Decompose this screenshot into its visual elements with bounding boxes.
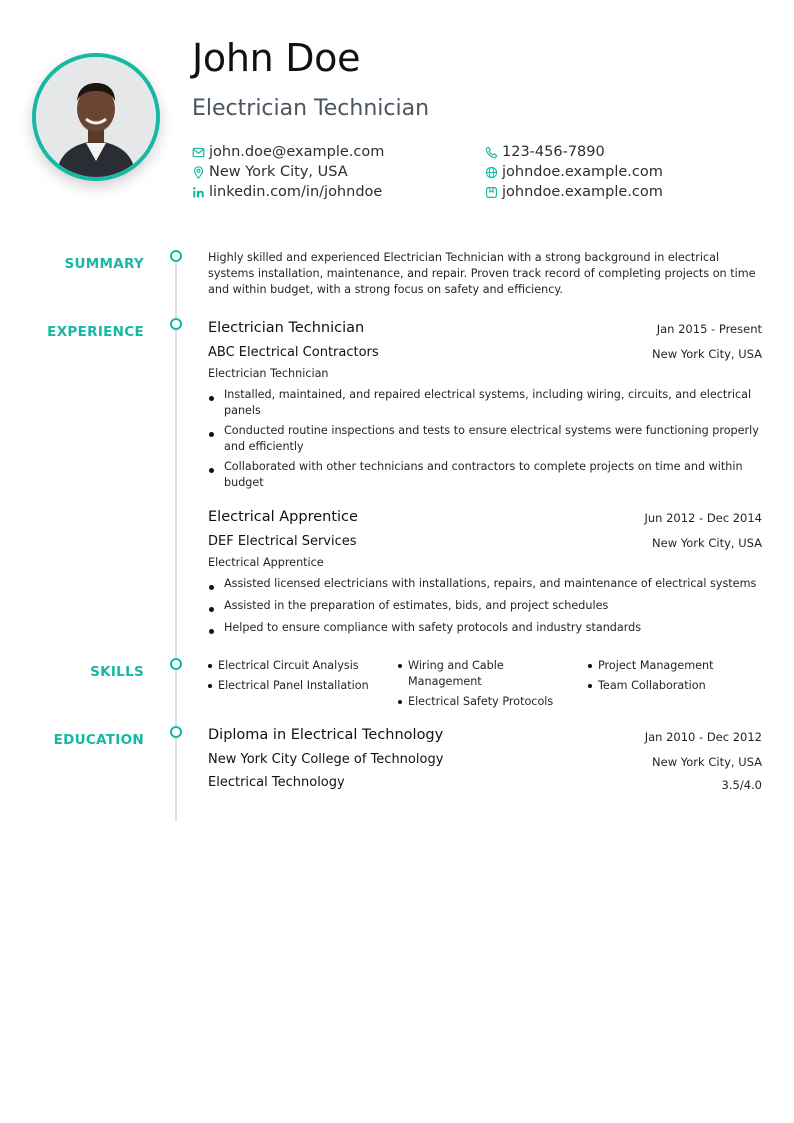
candidate-title: Electrician Technician [192,96,430,121]
timeline-line [175,262,177,822]
skill-item: Electrical Circuit Analysis [208,658,388,674]
mail-icon [192,146,205,159]
profile-photo-image [36,57,156,177]
job-bullets [208,576,764,636]
job-bullet: Assisted in the preparation of estimates, bids, and project schedules [208,598,764,614]
globe-icon [485,166,498,179]
contact-linkedin[interactable] [192,182,382,202]
email-text: john.doe@example.com [209,144,385,160]
timeline-dot-experience [170,318,182,330]
contact-website[interactable] [485,162,663,182]
job-company: ABC Electrical Contractors [208,345,379,360]
job-bullets [208,387,764,491]
education-degree: Diploma in Electrical Technology [208,727,444,743]
contact-portfolio[interactable] [485,182,663,202]
job-bullet: Collaborated with other technicians and contractors to complete projects on time and within budget [208,459,764,491]
education-location: New York City, USA [652,755,762,769]
job-bullet: Assisted licensed electricians with installations, repairs, and maintenance of electrical systems [208,576,764,592]
website-text: johndoe.example.com [502,164,663,180]
phone-text: 123-456-7890 [502,144,605,160]
portfolio-text: johndoe.example.com [502,184,663,200]
skill-item: Team Collaboration [588,678,768,694]
skill-item: Wiring and Cable Management [398,658,518,690]
phone-icon [485,146,498,159]
section-label-education: EDUCATION [53,732,144,748]
skill-item: Project Management [588,658,768,674]
job-role: Electrician Technician [208,367,329,380]
skills-column [208,658,388,698]
skill-item: Electrical Safety Protocols [398,694,568,710]
job-title: Electrician Technician [208,320,365,336]
job-bullet: Conducted routine inspections and tests to ensure electrical systems were functioning properly and efficiently [208,423,764,455]
job-date: Jun 2012 - Dec 2014 [644,511,762,525]
contact-email[interactable] [192,142,384,162]
candidate-name: John Doe [192,36,361,80]
job-location: New York City, USA [652,347,762,361]
section-label-experience: EXPERIENCE [47,324,144,340]
job-bullet: Helped to ensure compliance with safety protocols and industry standards [208,620,764,636]
profile-photo [32,53,160,181]
section-label-summary: SUMMARY [64,256,144,272]
map-pin-icon [192,166,205,179]
skills-column [398,658,568,714]
contact-phone[interactable] [485,142,605,162]
timeline-dot-skills [170,658,182,670]
linkedin-text: linkedin.com/in/johndoe [209,184,383,200]
job-date: Jan 2015 - Present [656,322,762,336]
timeline-dot-summary [170,250,182,262]
job-location: New York City, USA [652,536,762,550]
job-bullet: Installed, maintained, and repaired electrical systems, including wiring, circuits, and electrical panels [208,387,764,419]
job-company: DEF Electrical Services [208,534,357,549]
summary-text: Highly skilled and experienced Electrician Technician with a strong background in electrical systems installation, maintenance, and repair. Proven track record of completing projects on time and within budget, with a strong focus on safety and efficiency. [208,251,756,296]
education-field: Electrical Technology [208,775,345,790]
section-label-skills: SKILLS [90,664,144,680]
linkedin-icon [192,186,205,199]
job-title: Electrical Apprentice [208,509,358,525]
education-date: Jan 2010 - Dec 2012 [644,730,762,744]
skill-item: Electrical Panel Installation [208,678,388,694]
education-school: New York City College of Technology [208,752,444,767]
location-text: New York City, USA [209,164,348,180]
skills-column [588,658,768,698]
timeline-dot-education [170,726,182,738]
bookmark-icon [485,186,498,199]
education-gpa: 3.5/4.0 [721,778,762,792]
contact-location [192,162,348,182]
job-role: Electrical Apprentice [208,556,324,569]
